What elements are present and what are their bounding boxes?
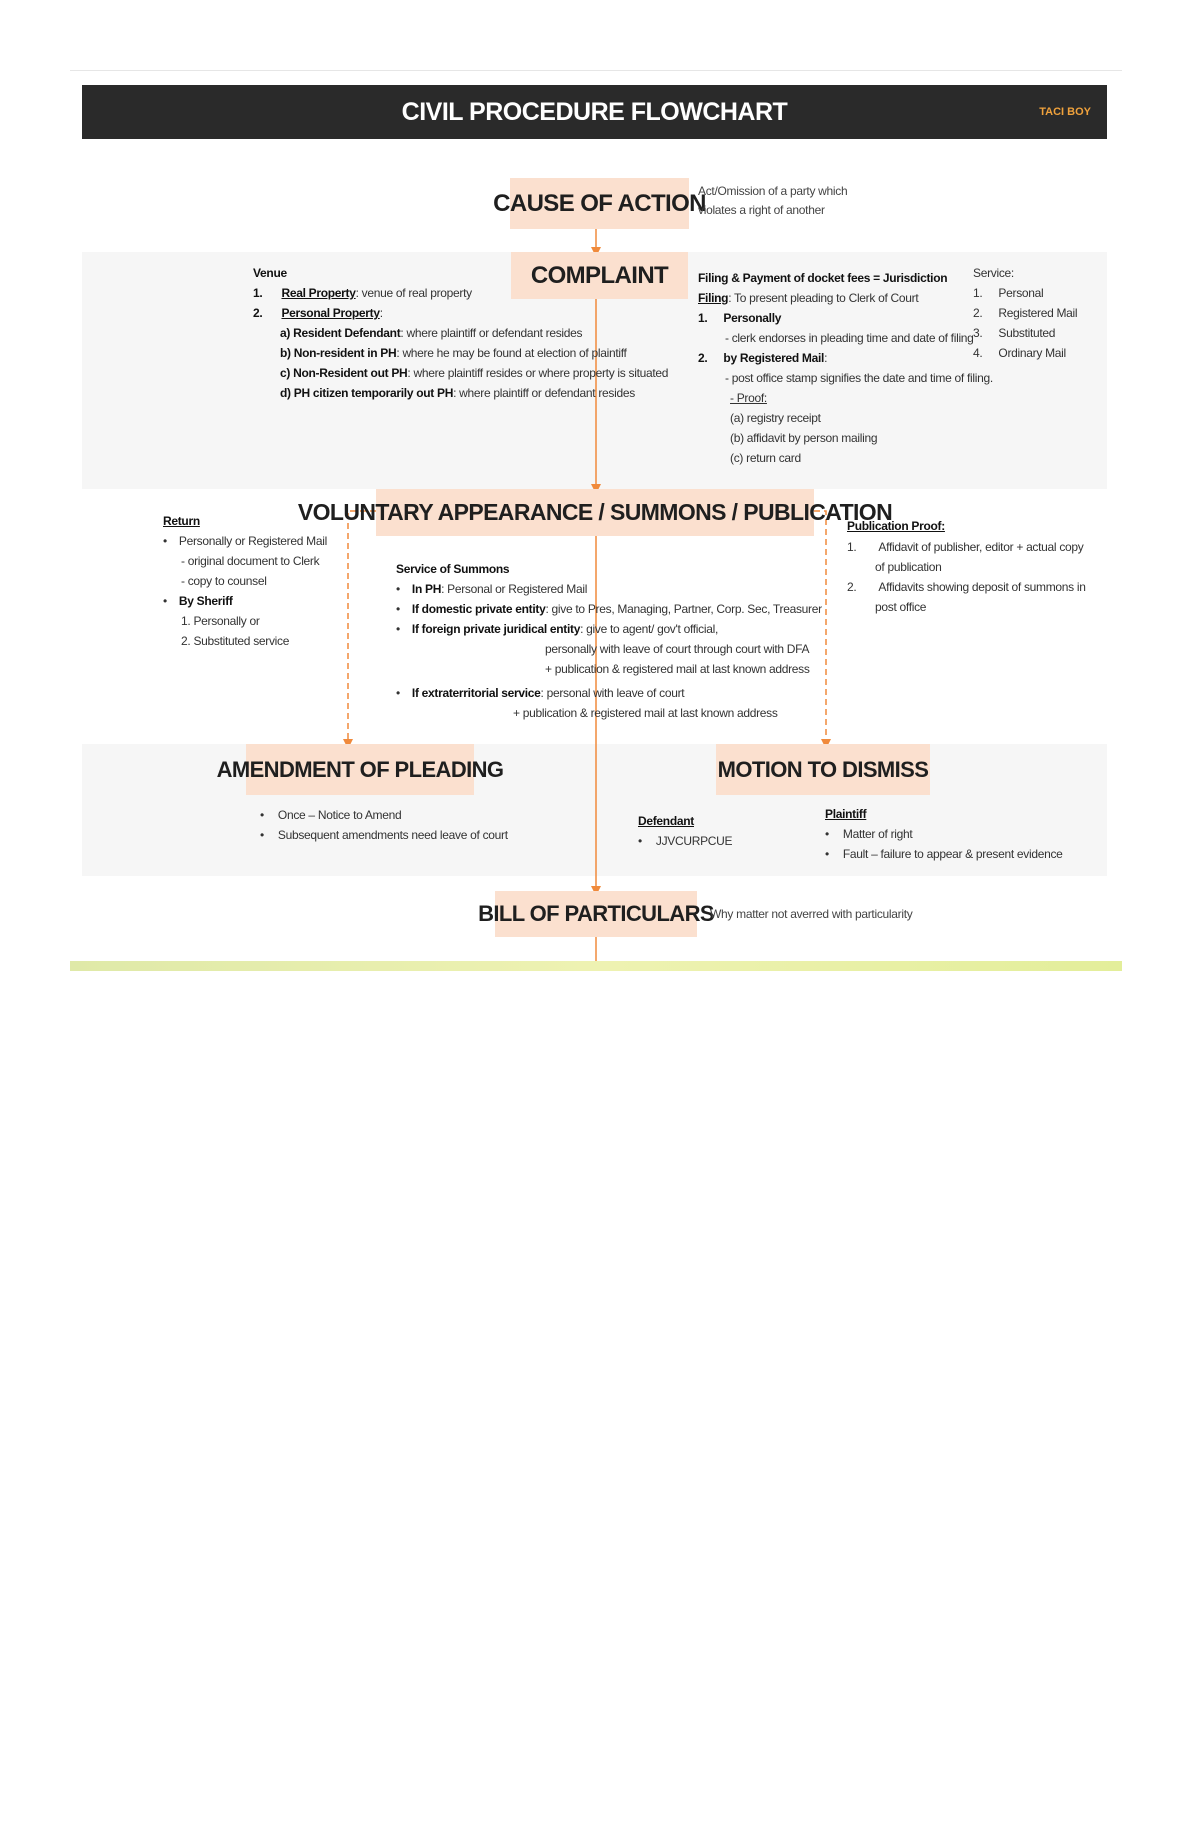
service-item bbox=[973, 303, 1077, 323]
venue-item-1-number: 1. bbox=[253, 286, 263, 300]
arrow-voluntary-to-dismiss bbox=[814, 511, 826, 744]
filing-personally-number: 1. bbox=[698, 311, 708, 325]
summons-foreign-text: : give to agent/ gov't official, bbox=[580, 622, 719, 636]
service-item-text: Registered Mail bbox=[998, 306, 1078, 320]
venue-2b-text: : where he may be found at election of plaintiff bbox=[396, 346, 627, 360]
filing-registered-label: by Registered Mail bbox=[723, 351, 825, 365]
publication-proof-1-cont: of publication bbox=[875, 560, 942, 574]
venue-2c bbox=[280, 363, 668, 383]
complaint-box: COMPLAINT bbox=[511, 252, 688, 299]
summons-domestic-label: If domestic private entity bbox=[411, 602, 546, 616]
bullet-icon: • bbox=[396, 622, 400, 636]
return-personally-text: Personally or Registered Mail bbox=[178, 534, 327, 548]
summons-foreign-publication: + publication & registered mail at last known address bbox=[545, 662, 810, 676]
summons-in-ph bbox=[396, 579, 587, 599]
filing-personally-desc: - clerk endorses in pleading time and date of filing bbox=[725, 331, 974, 345]
amendment-subsequent bbox=[260, 825, 508, 845]
venue-item-1-label: Real Property bbox=[281, 286, 356, 300]
summons-domestic-text: : give to Pres, Managing, Partner, Corp. Sec, Treasurer bbox=[545, 602, 822, 616]
filing-personally bbox=[698, 308, 781, 328]
return-sheriff-text: By Sheriff bbox=[178, 594, 233, 608]
voluntary-appearance-box: VOLUNTARY APPEARANCE / SUMMONS / PUBLICATION bbox=[376, 489, 814, 536]
service-item bbox=[973, 343, 1066, 363]
service-item-number: 2. bbox=[973, 306, 983, 320]
filing-personally-label: Personally bbox=[723, 311, 782, 325]
bullet-icon: • bbox=[825, 847, 829, 861]
venue-item-2-number: 2. bbox=[253, 306, 263, 320]
venue-2d-label: d) PH citizen temporarily out PH bbox=[280, 386, 454, 400]
service-item-text: Ordinary Mail bbox=[998, 346, 1066, 360]
summons-heading: Service of Summons bbox=[396, 562, 510, 576]
bullet-icon: • bbox=[396, 602, 400, 616]
service-item-number: 1. bbox=[973, 286, 983, 300]
publication-proof-1-number: 1. bbox=[847, 540, 857, 554]
venue-item-1-text: : venue of real property bbox=[355, 286, 472, 300]
amendment-of-pleading-box: AMENDMENT OF PLEADING bbox=[246, 744, 474, 795]
venue-2d bbox=[280, 383, 635, 403]
bullet-icon: • bbox=[260, 828, 264, 842]
bullet-icon: • bbox=[163, 534, 167, 548]
defendant-heading: Defendant bbox=[638, 814, 694, 828]
plaintiff-matter-of-right bbox=[825, 824, 912, 844]
summons-extraterritorial-label: If extraterritorial service bbox=[411, 686, 541, 700]
amendment-once-text: Once – Notice to Amend bbox=[277, 808, 402, 822]
bullet-icon: • bbox=[396, 582, 400, 596]
filing-registered: 2. by Registered Mail: bbox=[698, 351, 828, 365]
flowchart-title: CIVIL PROCEDURE FLOWCHART bbox=[401, 98, 788, 126]
return-sheriff-2: 2. Substituted service bbox=[181, 634, 290, 648]
venue-item-2-label: Personal Property bbox=[281, 306, 380, 320]
filing-proof-a: (a) registry receipt bbox=[730, 411, 821, 425]
plaintiff-fault-text: Fault – failure to appear & present evidence bbox=[842, 847, 1063, 861]
defendant-grounds-text: JJVCURPCUE bbox=[655, 834, 733, 848]
motion-to-dismiss-box: MOTION TO DISMISS bbox=[716, 744, 930, 795]
service-item-number: 4. bbox=[973, 346, 983, 360]
filing-jurisdiction-line: Filing & Payment of docket fees = Jurisdiction bbox=[698, 271, 948, 285]
summons-foreign-label: If foreign private juridical entity bbox=[411, 622, 581, 636]
summons-in-ph-text: : Personal or Registered Mail bbox=[441, 582, 588, 596]
cause-note-line1: Act/Omission of a party which bbox=[698, 184, 848, 198]
amendment-once bbox=[260, 805, 401, 825]
publication-proof-1-text: Affidavit of publisher, editor + actual copy bbox=[878, 540, 1084, 554]
plaintiff-matter-of-right-text: Matter of right bbox=[842, 827, 913, 841]
summons-domestic bbox=[396, 599, 822, 619]
summons-foreign-leave: personally with leave of court through court with DFA bbox=[545, 642, 810, 656]
return-heading: Return bbox=[163, 514, 200, 528]
bullet-icon: • bbox=[396, 686, 400, 700]
venue-item-1 bbox=[253, 283, 472, 303]
filing-proof-b: (b) affidavit by person mailing bbox=[730, 431, 878, 445]
filing-registered-desc: - post office stamp signifies the date and time of filing. bbox=[725, 371, 993, 385]
return-sheriff bbox=[163, 591, 233, 611]
cause-of-action-box: CAUSE OF ACTION bbox=[510, 178, 689, 229]
bill-of-particulars-box: BILL OF PARTICULARS bbox=[495, 891, 697, 937]
filing-proof-heading: - Proof: bbox=[730, 391, 767, 405]
venue-2b-label: b) Non-resident in PH bbox=[280, 346, 397, 360]
filing-label: Filing bbox=[698, 291, 729, 305]
venue-heading: Venue bbox=[253, 266, 287, 280]
venue-item-2: 2. Personal Property: bbox=[253, 306, 383, 320]
service-item-text: Personal bbox=[998, 286, 1044, 300]
service-item-text: Substituted bbox=[998, 326, 1056, 340]
return-original: - original document to Clerk bbox=[181, 554, 320, 568]
bullet-icon: • bbox=[163, 594, 167, 608]
plaintiff-heading: Plaintiff bbox=[825, 807, 867, 821]
defendant-grounds bbox=[638, 831, 732, 851]
service-heading: Service: bbox=[973, 266, 1014, 280]
cause-note-line2: violates a right of another bbox=[698, 203, 825, 217]
service-item bbox=[973, 323, 1055, 343]
return-copy: - copy to counsel bbox=[181, 574, 267, 588]
summons-in-ph-label: In PH bbox=[411, 582, 442, 596]
amendment-subsequent-text: Subsequent amendments need leave of court bbox=[277, 828, 508, 842]
venue-2a-text: : where plaintiff or defendant resides bbox=[400, 326, 583, 340]
service-item bbox=[973, 283, 1043, 303]
venue-2a bbox=[280, 323, 582, 343]
bullet-icon: • bbox=[260, 808, 264, 822]
publication-proof-2-cont: post office bbox=[875, 600, 927, 614]
return-sheriff-1: 1. Personally or bbox=[181, 614, 260, 628]
publication-proof-2-text: Affidavits showing deposit of summons in bbox=[878, 580, 1086, 594]
publication-proof-1 bbox=[847, 537, 1083, 557]
bill-note: Why matter not averred with particularity bbox=[710, 907, 913, 921]
venue-2b bbox=[280, 343, 627, 363]
publication-proof-2 bbox=[847, 577, 1086, 597]
venue-2d-text: : where plaintiff or defendant resides bbox=[453, 386, 635, 400]
summons-extraterritorial-text: : personal with leave of court bbox=[540, 686, 685, 700]
summons-foreign bbox=[396, 619, 718, 639]
filing-registered-number: 2. bbox=[698, 351, 708, 365]
author-tag: TACI BOY bbox=[1039, 106, 1091, 118]
venue-2c-text: : where plaintiff resides or where property is situated bbox=[407, 366, 669, 380]
return-personally bbox=[163, 531, 327, 551]
flowchart-page bbox=[70, 70, 1122, 971]
publication-proof-heading: Publication Proof: bbox=[847, 519, 945, 533]
bullet-icon: • bbox=[638, 834, 642, 848]
venue-2a-label: a) Resident Defendant bbox=[280, 326, 401, 340]
summons-extraterritorial bbox=[396, 683, 684, 703]
cropped-edge-strip bbox=[70, 961, 1122, 971]
filing-proof-c: (c) return card bbox=[730, 451, 801, 465]
publication-proof-2-number: 2. bbox=[847, 580, 857, 594]
bullet-icon: • bbox=[825, 827, 829, 841]
venue-2c-label: c) Non-Resident out PH bbox=[280, 366, 408, 380]
filing-definition bbox=[698, 288, 918, 308]
summons-extraterritorial-publication: + publication & registered mail at last known address bbox=[513, 706, 778, 720]
arrow-voluntary-to-amendment bbox=[348, 511, 376, 744]
plaintiff-fault bbox=[825, 844, 1063, 864]
filing-text: : To present pleading to Clerk of Court bbox=[728, 291, 919, 305]
service-item-number: 3. bbox=[973, 326, 983, 340]
